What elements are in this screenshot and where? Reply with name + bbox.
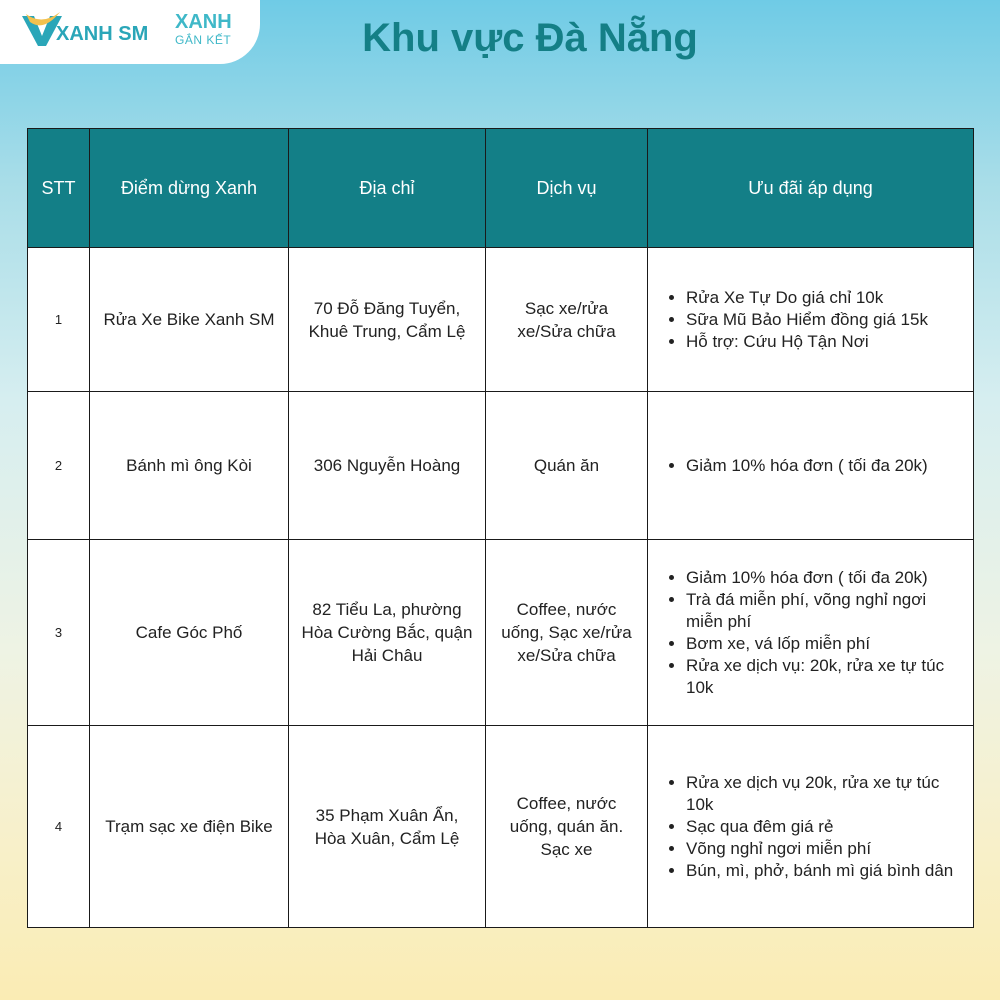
table-header-row (28, 129, 974, 248)
table-row (28, 726, 974, 928)
offer-list (666, 772, 959, 882)
logo-text: XANH SM (56, 23, 149, 45)
tagline-main: XANH (175, 11, 232, 33)
cell-stt: 1 (28, 248, 90, 392)
header-address: Địa chỉ (289, 129, 486, 248)
cell-stop-name: Cafe Góc Phố (90, 540, 289, 726)
table-row (28, 392, 974, 540)
offer-item: • Rửa Xe Tự Do giá chỉ 10k (686, 287, 959, 309)
offer-item: • Giảm 10% hóa đơn ( tối đa 20k) (686, 567, 959, 589)
offer-item: • Sạc qua đêm giá rẻ (686, 816, 959, 838)
brand-header (0, 0, 260, 64)
header-offers: Ưu đãi áp dụng (648, 129, 974, 248)
page-title: Khu vực Đà Nẵng (362, 16, 698, 60)
header-stt: STT (28, 129, 90, 248)
cell-stop-name: Trạm sạc xe điện Bike (90, 726, 289, 928)
cell-offers (648, 392, 974, 540)
cell-service: Coffee, nước uống, quán ăn. Sạc xe (486, 726, 648, 928)
offer-item: • Bơm xe, vá lốp miễn phí (686, 633, 959, 655)
header-service: Dịch vụ (486, 129, 648, 248)
offer-list (666, 567, 959, 699)
cell-address: 70 Đỗ Đăng Tuyển, Khuê Trung, Cẩm Lệ (289, 248, 486, 392)
cell-stop-name: Rửa Xe Bike Xanh SM (90, 248, 289, 392)
offer-list (666, 287, 959, 353)
tagline (175, 12, 232, 46)
header-stop-name: Điểm dừng Xanh (90, 129, 289, 248)
cell-service: Quán ăn (486, 392, 648, 540)
tagline-sub: GẮN KẾT (175, 33, 232, 47)
cell-address: 306 Nguyễn Hoàng (289, 392, 486, 540)
cell-offers (648, 726, 974, 928)
offer-item: • Hỗ trợ: Cứu Hộ Tận Nơi (686, 331, 959, 353)
cell-stop-name: Bánh mì ông Kòi (90, 392, 289, 540)
offer-item: • Sữa Mũ Bảo Hiểm đồng giá 15k (686, 309, 959, 331)
cell-stt: 3 (28, 540, 90, 726)
offer-item: • Rửa xe dịch vụ 20k, rửa xe tự túc 10k (686, 772, 959, 816)
offer-item: • Rửa xe dịch vụ: 20k, rửa xe tự túc 10k (686, 655, 959, 699)
cell-stt: 2 (28, 392, 90, 540)
cell-stt: 4 (28, 726, 90, 928)
offer-item: • Võng nghỉ ngơi miễn phí (686, 838, 959, 860)
cell-offers (648, 248, 974, 392)
cell-offers (648, 540, 974, 726)
offer-item: • Giảm 10% hóa đơn ( tối đa 20k) (686, 455, 959, 477)
stop-table (27, 128, 974, 928)
offer-item: • Bún, mì, phở, bánh mì giá bình dân (686, 860, 959, 882)
cell-service: Sạc xe/rửa xe/Sửa chữa (486, 248, 648, 392)
table-row (28, 248, 974, 392)
offer-item: • Trà đá miễn phí, võng nghỉ ngơi miễn phí (686, 589, 959, 633)
offer-list (666, 455, 959, 477)
cell-address: 82 Tiểu La, phường Hòa Cường Bắc, quận Hải Châu (289, 540, 486, 726)
cell-address: 35 Phạm Xuân Ẩn, Hòa Xuân, Cẩm Lệ (289, 726, 486, 928)
cell-service: Coffee, nước uống, Sạc xe/rửa xe/Sửa chữa (486, 540, 648, 726)
table-row (28, 540, 974, 726)
